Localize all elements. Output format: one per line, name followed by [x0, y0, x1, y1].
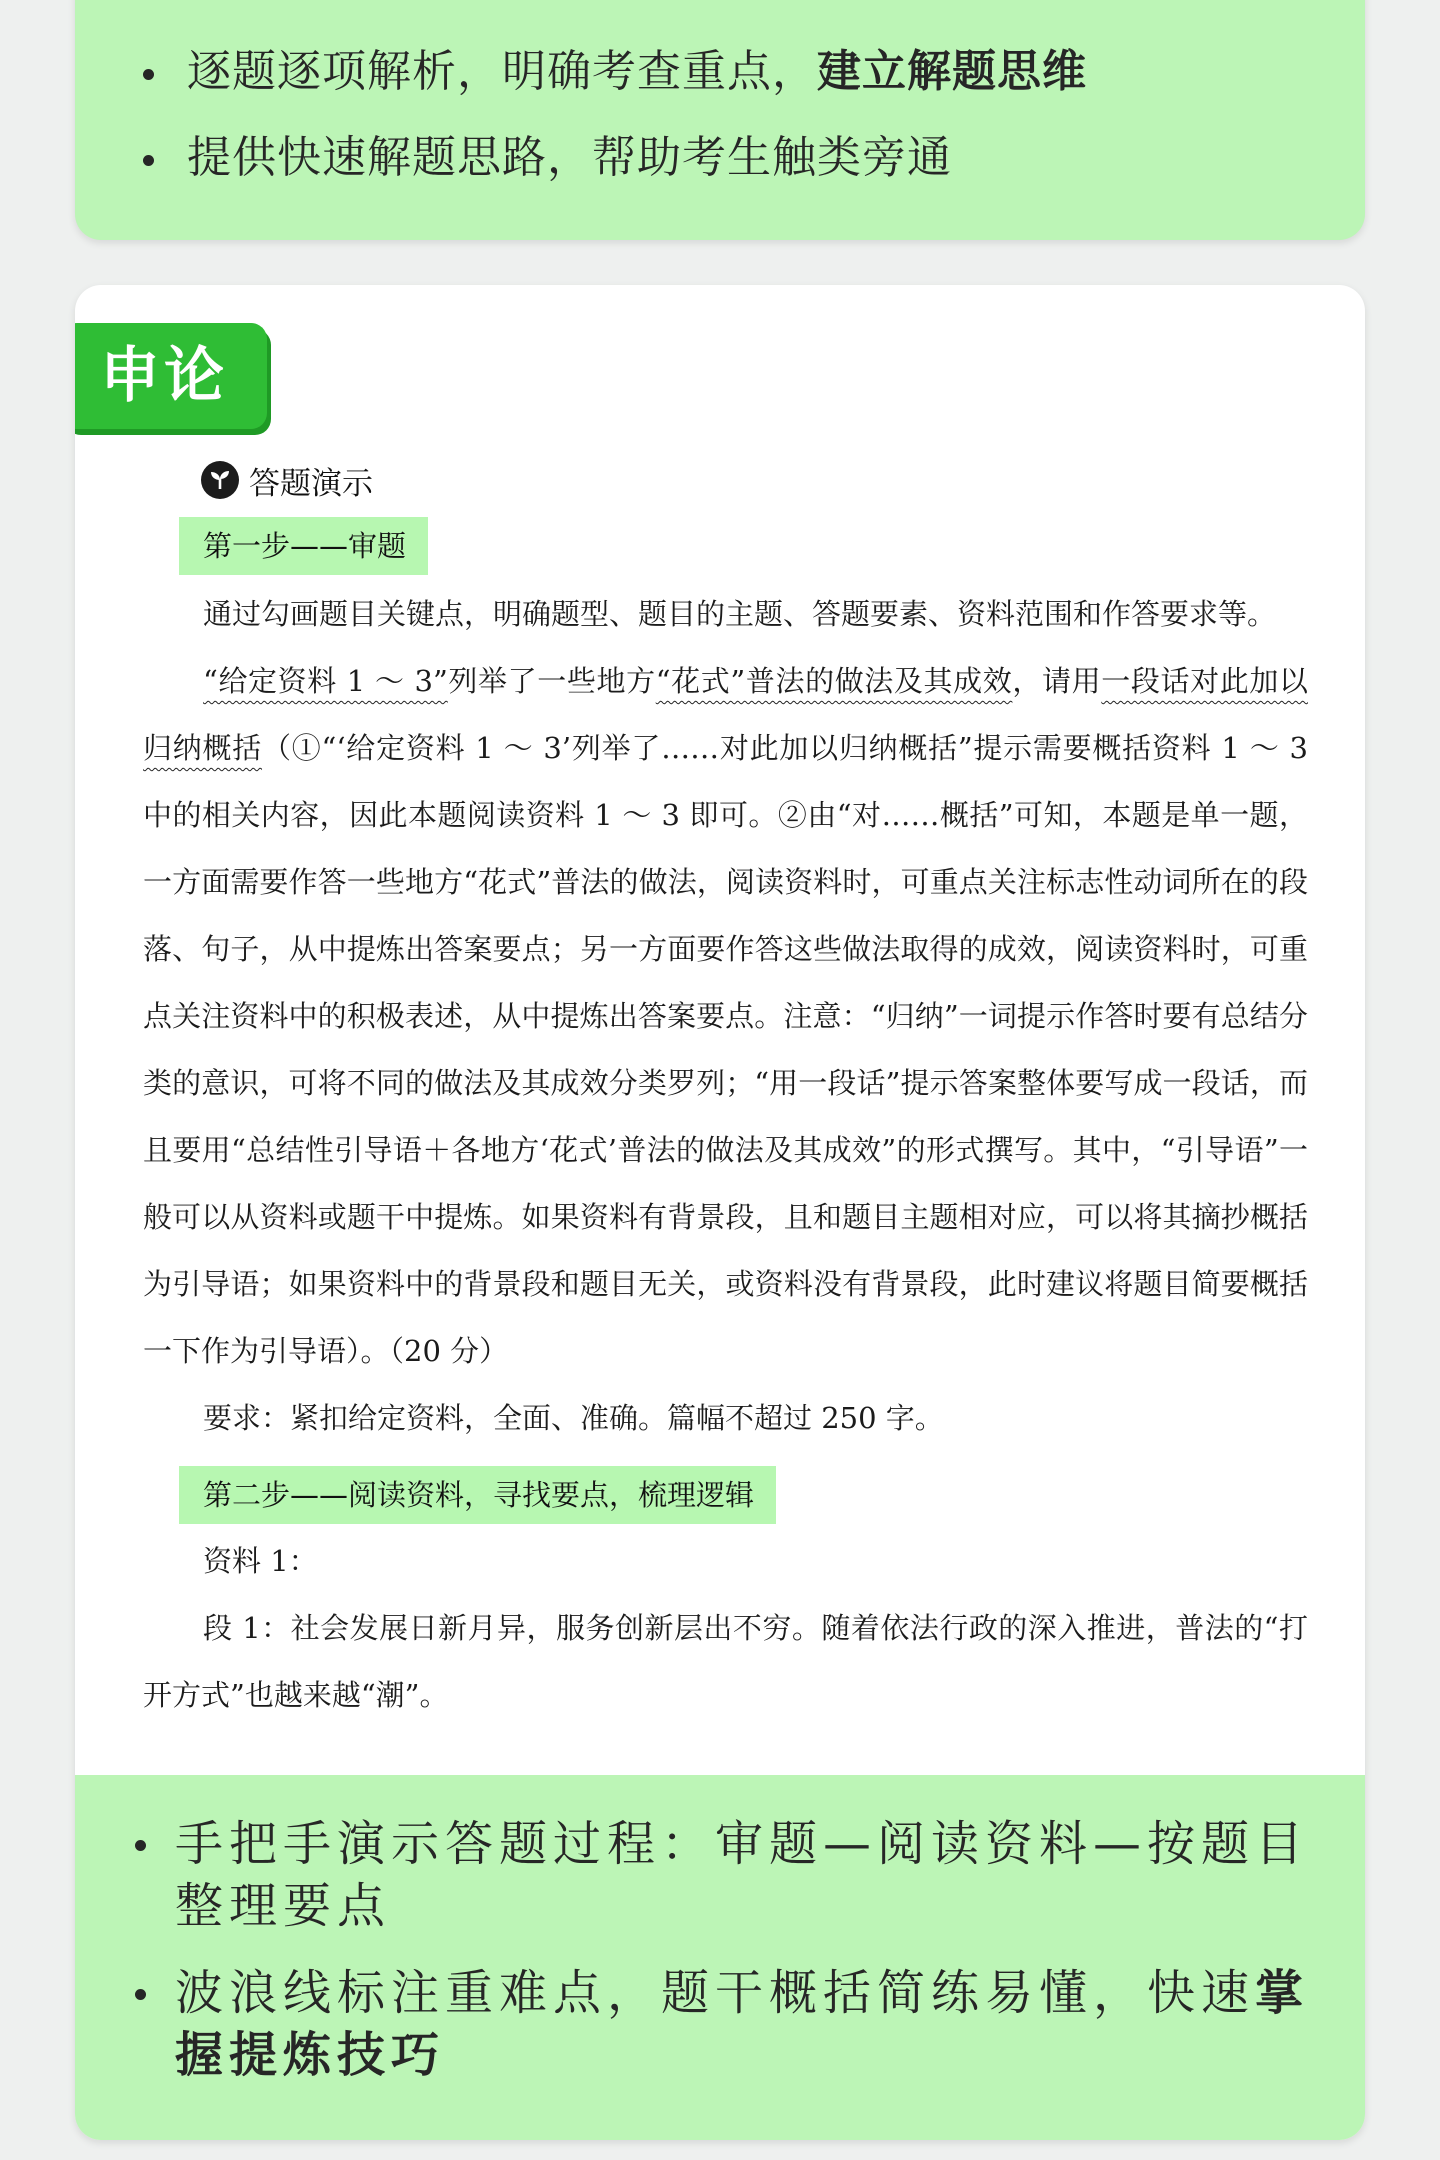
feature-item	[143, 128, 1323, 188]
shenlun-card	[75, 285, 1365, 2140]
question-text: 列举了一些地方	[447, 664, 656, 698]
feature-item	[135, 1813, 1310, 1937]
wavy-highlight: “花式”普法的做法及其成效	[655, 664, 1013, 698]
bullet-dot	[135, 1989, 146, 2000]
feature-item	[143, 42, 1323, 102]
top-feature-list	[143, 42, 1323, 214]
feature-text: 提供快速解题思路，帮助考生触类旁通	[187, 132, 952, 183]
feature-item	[135, 1962, 1310, 2086]
question-text: ，请用	[1012, 664, 1102, 698]
wavy-highlight: “给定资料 1 ～ 3”	[203, 664, 448, 698]
bullet-dot	[143, 69, 154, 80]
step-two-label: 第二步——阅读资料，寻找要点，梳理逻辑	[179, 1466, 776, 1524]
feature-text: 手把手演示答题过程：审题—阅读资料—按题目整理要点	[175, 1816, 1310, 1934]
section-badge: 申论	[75, 323, 267, 429]
bullet-dot	[135, 1840, 146, 1851]
bullet-dot	[143, 155, 154, 166]
bottom-feature-band	[75, 1775, 1365, 2140]
feature-bold-text: 掌握提炼技巧	[175, 1965, 1310, 2083]
feature-text: 波浪线标注重难点，题干概括简练易懂，快速	[175, 1965, 1256, 2021]
feature-bold-text: 建立解题思维	[817, 46, 1087, 97]
material-label: 资料 1：	[203, 1544, 318, 1578]
analysis-text: （①“‘给定资料 1 ～ 3’列举了……对此加以归纳概括”提示需要概括资料 1 ～ 3 中的相关内容，因此本题阅读资料 1 ～ 3 即可。②由“对……概括”可知，本题是单一题，一方面需要作答一些地方“花式”普法的做法，阅读资料时，可重点关注标志性动词所在的段落、句子，从中提炼出答案要点；另一方面要作答这些做法取得的成效，阅读资料时，可重点关注资料中的积极表述，从中提炼出答案要点。注意：“归纳”一词提示作答时要有总结分类的意识，可将不同的做法及其成效分类罗列；“用一段话”提示答案整体要写成一段话，而且要用“总结性引导语＋各地方‘花式’普法的做法及其成效”的形式撰写。其中，“引导语”一般可以从资料或题干中提炼。如果资料有背景段，且和题目主题相对应，可以将其摘抄概括为引导语；如果资料中的背景段和题目无关，或资料没有背景段，此时建议将题目简要概括一下作为引导语）。（20 分）	[143, 731, 1308, 1368]
bottom-feature-list	[135, 1813, 1310, 2111]
top-feature-card	[75, 0, 1365, 240]
wavy-highlight: 一段话对此加以归纳概括	[143, 664, 1308, 765]
step-one-intro: 通过勾画题目关键点，明确题型、题目的主题、答题要素、资料范围和作答要求等。	[203, 597, 1277, 631]
demo-title: 答题演示	[249, 465, 373, 502]
step-one-label: 第一步——审题	[179, 517, 428, 575]
document-excerpt	[143, 455, 1308, 1729]
feature-text: 逐题逐项解析，明确考查重点，	[187, 46, 817, 97]
material-paragraph: 段 1：社会发展日新月异，服务创新层出不穷。随着依法行政的深入推进，普法的“打开方式”也越来越“潮”。	[143, 1611, 1308, 1712]
question-requirement: 要求：紧扣给定资料，全面、准确。篇幅不超过 250 字。	[203, 1401, 944, 1435]
question-analysis	[143, 648, 1308, 1385]
sprout-icon	[201, 461, 239, 499]
demo-heading	[201, 455, 1308, 505]
